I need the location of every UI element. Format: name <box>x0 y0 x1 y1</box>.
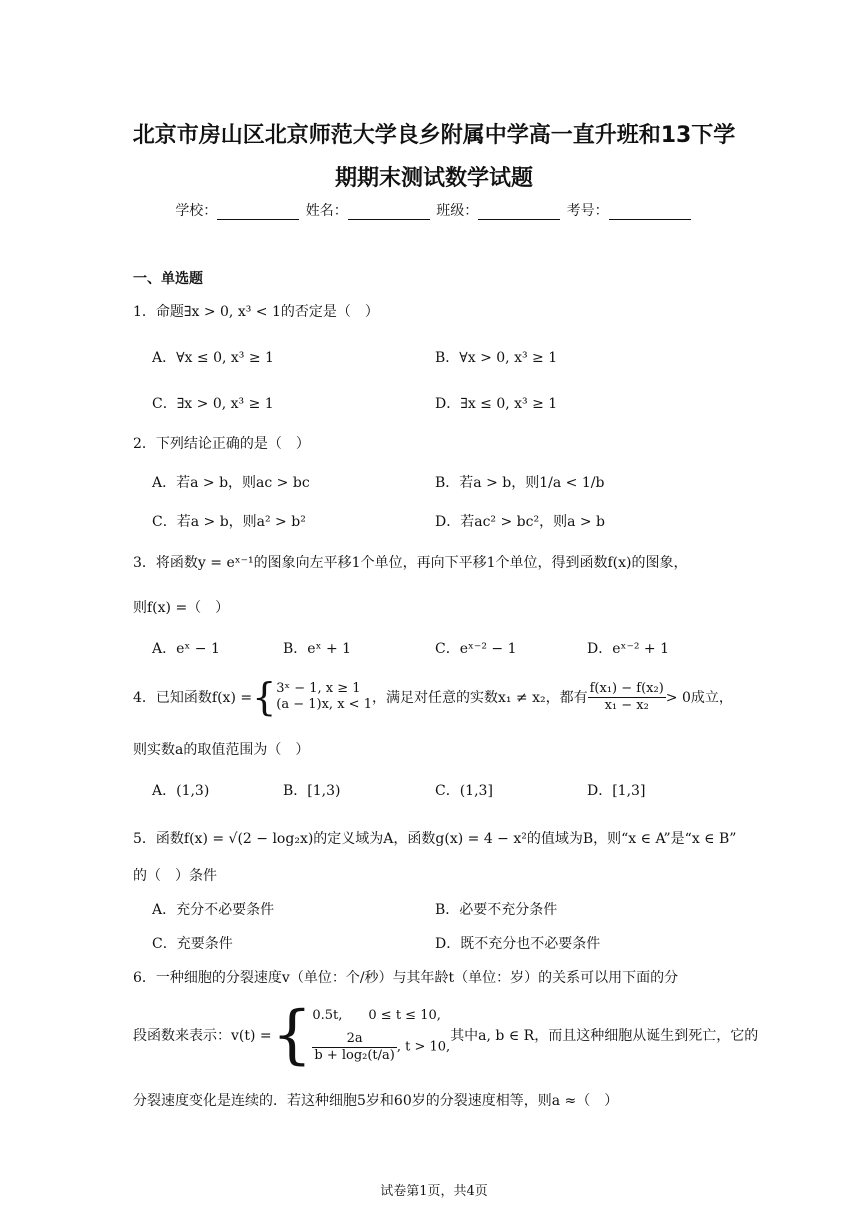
question-2-option-d: D．若ac² > bc²，则a > b <box>435 514 606 530</box>
question-3-stem-line2: 则f(x) =（ ） <box>133 600 230 616</box>
question-4-frac-num: f(x₁) − f(x₂) <box>589 680 664 696</box>
question-6-stem-line2 <box>133 998 758 1072</box>
question-5-option-d: D．既不充分也不必要条件 <box>435 936 601 952</box>
question-6-frac-num: 2a <box>312 1031 397 1048</box>
piecewise-brace: { <box>252 675 277 719</box>
question-2-option-b: B．若a > b，则1/a < 1/b <box>435 475 605 491</box>
question-4-stem-c: > 0成立， <box>665 690 733 706</box>
class-label: 班级： <box>436 203 479 219</box>
question-6-case2-tail: , t > 10, <box>396 1039 451 1054</box>
question-4-cases <box>276 681 372 713</box>
question-1-option-b: B．∀x > 0, x³ ≥ 1 <box>435 350 558 366</box>
question-5-stem-line1: 5．函数f(x) = √(2 − log₂x)的定义域为A，函数g(x) = 4 − x²的值域为B，则“x ∈ A”是“x ∈ B” <box>133 831 737 847</box>
question-1-option-c: C．∃x > 0, x³ ≥ 1 <box>152 396 274 412</box>
question-6-frac-den: b + log₂(t/a) <box>314 1047 395 1063</box>
question-6-stem-2a: 段函数来表示：v(t) = <box>133 1028 272 1044</box>
question-6-case1: 0.5t, 0 ≤ t ≤ 10, <box>312 1007 441 1023</box>
school-blank <box>217 205 299 220</box>
question-2-stem: 2．下列结论正确的是（ ） <box>133 436 310 452</box>
question-5-option-a: A．充分不必要条件 <box>152 902 275 918</box>
question-5-option-c: C．充要条件 <box>152 936 233 952</box>
question-3-option-b: B．eˣ + 1 <box>283 641 352 657</box>
question-3-stem-line1: 3．将函数y = eˣ⁻¹的图象向左平移1个单位，再向下平移1个单位，得到函数f(x)的图象， <box>133 555 688 571</box>
school-label: 学校： <box>175 203 218 219</box>
number-label: 考号： <box>566 203 609 219</box>
question-2-option-a: A．若a > b，则ac > bc <box>152 475 310 491</box>
section-heading: 一、单选题 <box>133 271 203 287</box>
question-4-fraction <box>588 681 666 714</box>
question-3-option-c: C．eˣ⁻² − 1 <box>435 641 517 657</box>
question-5-stem-line2: 的（ ）条件 <box>133 868 217 884</box>
question-1-stem: 1．命题∃x > 0, x³ < 1的否定是（ ） <box>133 304 379 320</box>
doc-title-line2: 期期末测试数学试题 <box>334 166 533 191</box>
question-1-option-d: D．∃x ≤ 0, x³ ≥ 1 <box>435 396 558 412</box>
question-4-stem-a: 4．已知函数f(x) = <box>133 690 253 706</box>
question-4-option-d: D．[1,3] <box>587 783 646 799</box>
question-1-option-a: A．∀x ≤ 0, x³ ≥ 1 <box>152 350 274 366</box>
question-4-stem-b: ，满足对任意的实数x₁ ≠ x₂，都有 <box>371 690 588 706</box>
doc-title-line1: 北京市房山区北京师范大学良乡附属中学高一直升班和13下学 <box>132 123 736 148</box>
question-4-stem-line1 <box>133 675 733 719</box>
class-blank <box>478 205 560 220</box>
question-5-option-b: B．必要不充分条件 <box>435 902 558 918</box>
question-6-stem-line3: 分裂速度变化是连续的．若这种细胞5岁和60岁的分裂速度相等，则a ≈（ ） <box>133 1093 619 1109</box>
question-4-option-b: B．[1,3) <box>283 783 341 799</box>
question-6-cases <box>312 1007 450 1064</box>
question-3-option-d: D．eˣ⁻² + 1 <box>587 641 669 657</box>
question-4-option-c: C．(1,3] <box>435 783 493 799</box>
student-info-row <box>0 200 868 220</box>
question-4-frac-den: x₁ − x₂ <box>604 697 649 713</box>
question-2-option-c: C．若a > b，则a² > b² <box>152 514 306 530</box>
question-6-stem-line1: 6．一种细胞的分裂速度v（单位：个/秒）与其年龄t（单位：岁）的关系可以用下面的分 <box>133 970 679 986</box>
number-blank <box>609 205 691 220</box>
name-blank <box>348 205 430 220</box>
question-3-option-a: A．eˣ − 1 <box>152 641 220 657</box>
question-4-case1: 3ˣ − 1, x ≥ 1 <box>276 681 361 696</box>
page-footer: 试卷第1页，共4页 <box>380 1184 488 1199</box>
question-4-option-a: A．(1,3) <box>152 783 210 799</box>
piecewise-brace: { <box>271 998 313 1072</box>
question-4-case2: (a − 1)x, x < 1 <box>276 697 372 712</box>
question-6-stem-2b: 其中a, b ∈ R，而且这种细胞从诞生到死亡，它的 <box>450 1028 759 1044</box>
question-4-stem-line2: 则实数a的取值范围为（ ） <box>133 742 310 758</box>
question-6-case2 <box>312 1031 450 1064</box>
question-6-fraction <box>312 1031 397 1064</box>
name-label: 姓名： <box>305 203 348 219</box>
